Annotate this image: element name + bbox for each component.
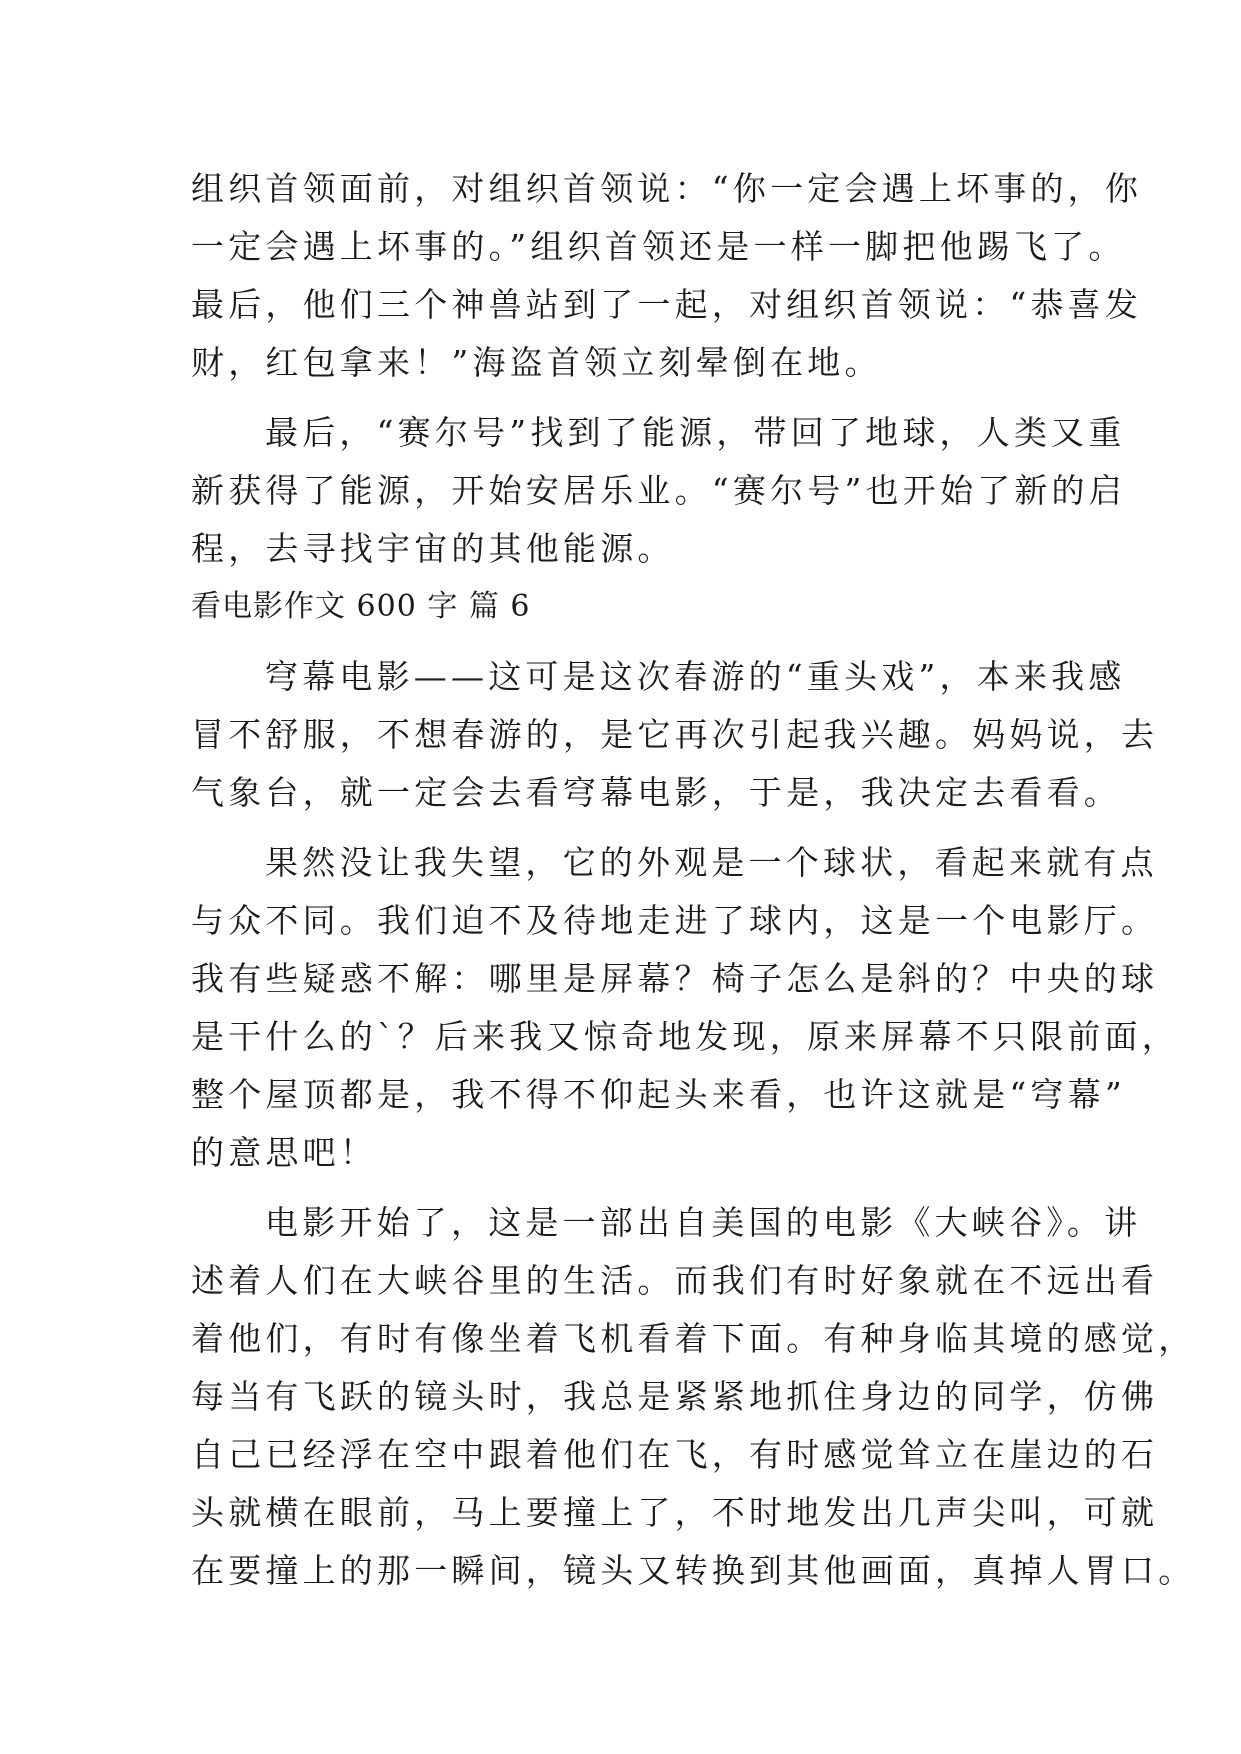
article-paragraph-3 <box>191 1194 1196 1600</box>
text-line: 最后，他们三个神兽站到了一起，对组织首领说：“恭喜发 <box>191 285 1143 324</box>
text-line: 穹幕电影——这可是这次春游的“重头戏”，本来我感 <box>265 657 1126 696</box>
text-line: 述着人们在大峡谷里的生活。而我们有时好象就在不远出看 <box>191 1261 1159 1300</box>
text-line: 的意思吧！ <box>191 1133 377 1172</box>
text-line: 最后，“赛尔号”找到了能源，带回了地球，人类又重 <box>265 413 1126 452</box>
text-line: 我有些疑惑不解：哪里是屏幕？椅子怎么是斜的？中央的球 <box>191 959 1159 998</box>
text-line: 气象台，就一定会去看穹幕电影，于是，我决定去看看。 <box>191 773 1121 812</box>
text-line: 与众不同。我们迫不及待地走进了球内，这是一个电影厅。 <box>191 901 1159 940</box>
text-line: 自己已经浮在空中跟着他们在飞，有时感觉耸立在崖边的石 <box>191 1435 1159 1474</box>
article-paragraph-1 <box>191 648 1159 822</box>
section-heading: 看电影作文 600 字 篇 6 <box>191 589 531 624</box>
document-body <box>191 160 1196 1600</box>
text-line: 电影开始了，这是一部出自美国的电影《大峡谷》。讲 <box>265 1203 1142 1242</box>
article-paragraph-2 <box>191 834 1179 1182</box>
text-line: 程，去寻找宇宙的其他能源。 <box>191 529 675 568</box>
text-line: 着他们，有时有像坐着飞机看着下面。有种身临其境的感觉， <box>191 1319 1196 1358</box>
text-line: 每当有飞跃的镜头时，我总是紧紧地抓住身边的同学，仿佛 <box>191 1377 1159 1416</box>
text-line: 组织首领面前，对组织首领说：“你一定会遇上坏事的，你 <box>191 169 1143 208</box>
text-line: 是干什么的`？后来我又惊奇地发现，原来屏幕不只限前面， <box>191 1017 1179 1056</box>
text-line: 果然没让我失望，它的外观是一个球状，看起来就有点 <box>265 843 1158 882</box>
text-line: 冒不舒服，不想春游的，是它再次引起我兴趣。妈妈说，去 <box>191 715 1159 754</box>
text-line: 在要撞上的那一瞬间，镜头又转换到其他画面，真掉人胃口。 <box>191 1551 1196 1590</box>
paragraph-1 <box>191 160 1143 392</box>
text-line: 财，红包拿来！”海盗首领立刻晕倒在地。 <box>191 343 882 382</box>
text-line: 新获得了能源，开始安居乐业。“赛尔号”也开始了新的启 <box>191 471 1126 510</box>
text-line: 整个屋顶都是，我不得不仰起头来看，也许这就是“穹幕” <box>191 1075 1126 1114</box>
text-line: 一定会遇上坏事的。”组织首领还是一样一脚把他踢飞了。 <box>191 227 1126 266</box>
text-line: 头就横在眼前，马上要撞上了，不时地发出几声尖叫，可就 <box>191 1493 1159 1532</box>
paragraph-2 <box>191 404 1126 578</box>
